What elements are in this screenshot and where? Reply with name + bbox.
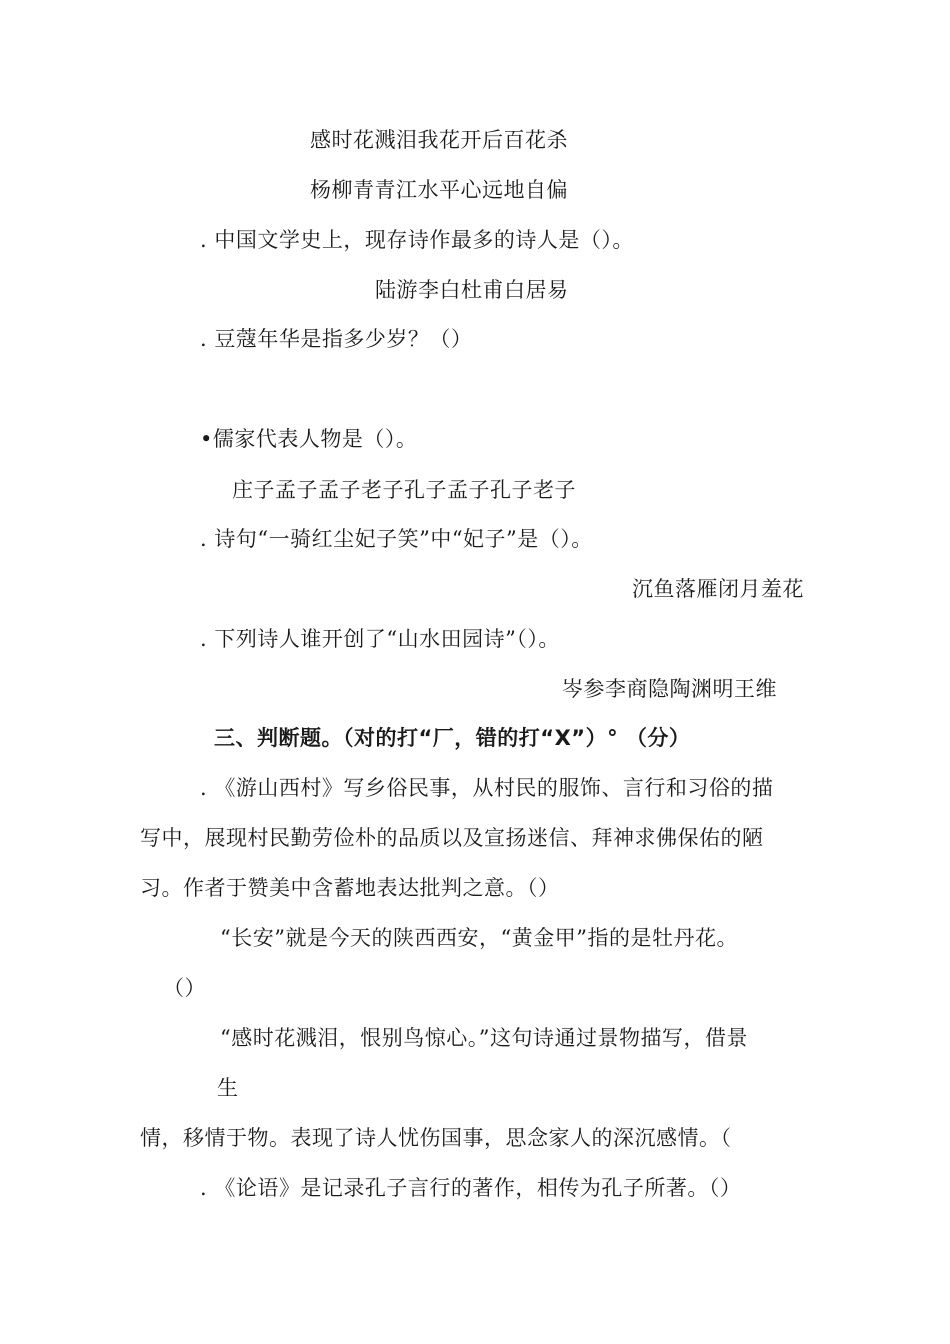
question-feizi: . 诗句“一骑红尘妃子笑”中“妃子”是（）。 bbox=[200, 527, 593, 551]
question-doukou: . 豆蔻年华是指多少岁？（） bbox=[200, 327, 473, 351]
question-shanshui: . 下列诗人谁开创了“山水田园诗”（）。 bbox=[200, 627, 560, 651]
question-confucian: •儒家代表人物是（）。 bbox=[200, 427, 418, 451]
options-shanshui: 岑参李商隐陶渊明王维 bbox=[562, 677, 777, 701]
question-poet-most: . 中国文学史上，现存诗作最多的诗人是（）。 bbox=[200, 228, 634, 252]
tf-item-3-line-2: 生 bbox=[217, 1076, 239, 1100]
tf-item-1-line-2: 写中，展现村民勤劳俭朴的品质以及宣扬迷信、拜神求佛保佑的陋 bbox=[140, 826, 764, 850]
tf-item-2-line-2: （） bbox=[163, 976, 206, 1000]
section-title-true-false: 三、判断题。（对的打“厂，错的打“X”）° （分） bbox=[214, 726, 691, 750]
tf-item-4-line-1: . 《论语》是记录孔子言行的著作，相传为孔子所著。（） bbox=[200, 1176, 742, 1200]
option-line-2: 杨柳青青江水平心远地自偏 bbox=[310, 178, 568, 202]
tf-item-3-line-3: 情，移情于物。表现了诗人忧伤国事，思念家人的深沉感情。（ bbox=[140, 1126, 732, 1150]
tf-item-1-line-3: 习。作者于赞美中含蓄地表达批判之意。（） bbox=[140, 876, 560, 900]
options-feizi: 沉鱼落雁闭月羞花 bbox=[632, 577, 804, 601]
tf-item-1-line-1: . 《游山西村》写乡俗民事，从村民的服饰、言行和习俗的描 bbox=[200, 776, 774, 800]
options-poet-most: 陆游李白杜甫白居易 bbox=[375, 278, 569, 302]
tf-item-3-line-1: “感时花溅泪，恨别鸟惊心。”这句诗通过景物描写，借景 bbox=[220, 1026, 748, 1050]
tf-item-2-line-1: “长安”就是今天的陕西西安，“黄金甲”指的是牡丹花。 bbox=[220, 926, 738, 950]
options-confucian: 庄子孟子孟子老子孔子孟子孔子老子 bbox=[232, 478, 576, 502]
option-line-1: 感时花溅泪我花开后百花杀 bbox=[310, 128, 568, 152]
